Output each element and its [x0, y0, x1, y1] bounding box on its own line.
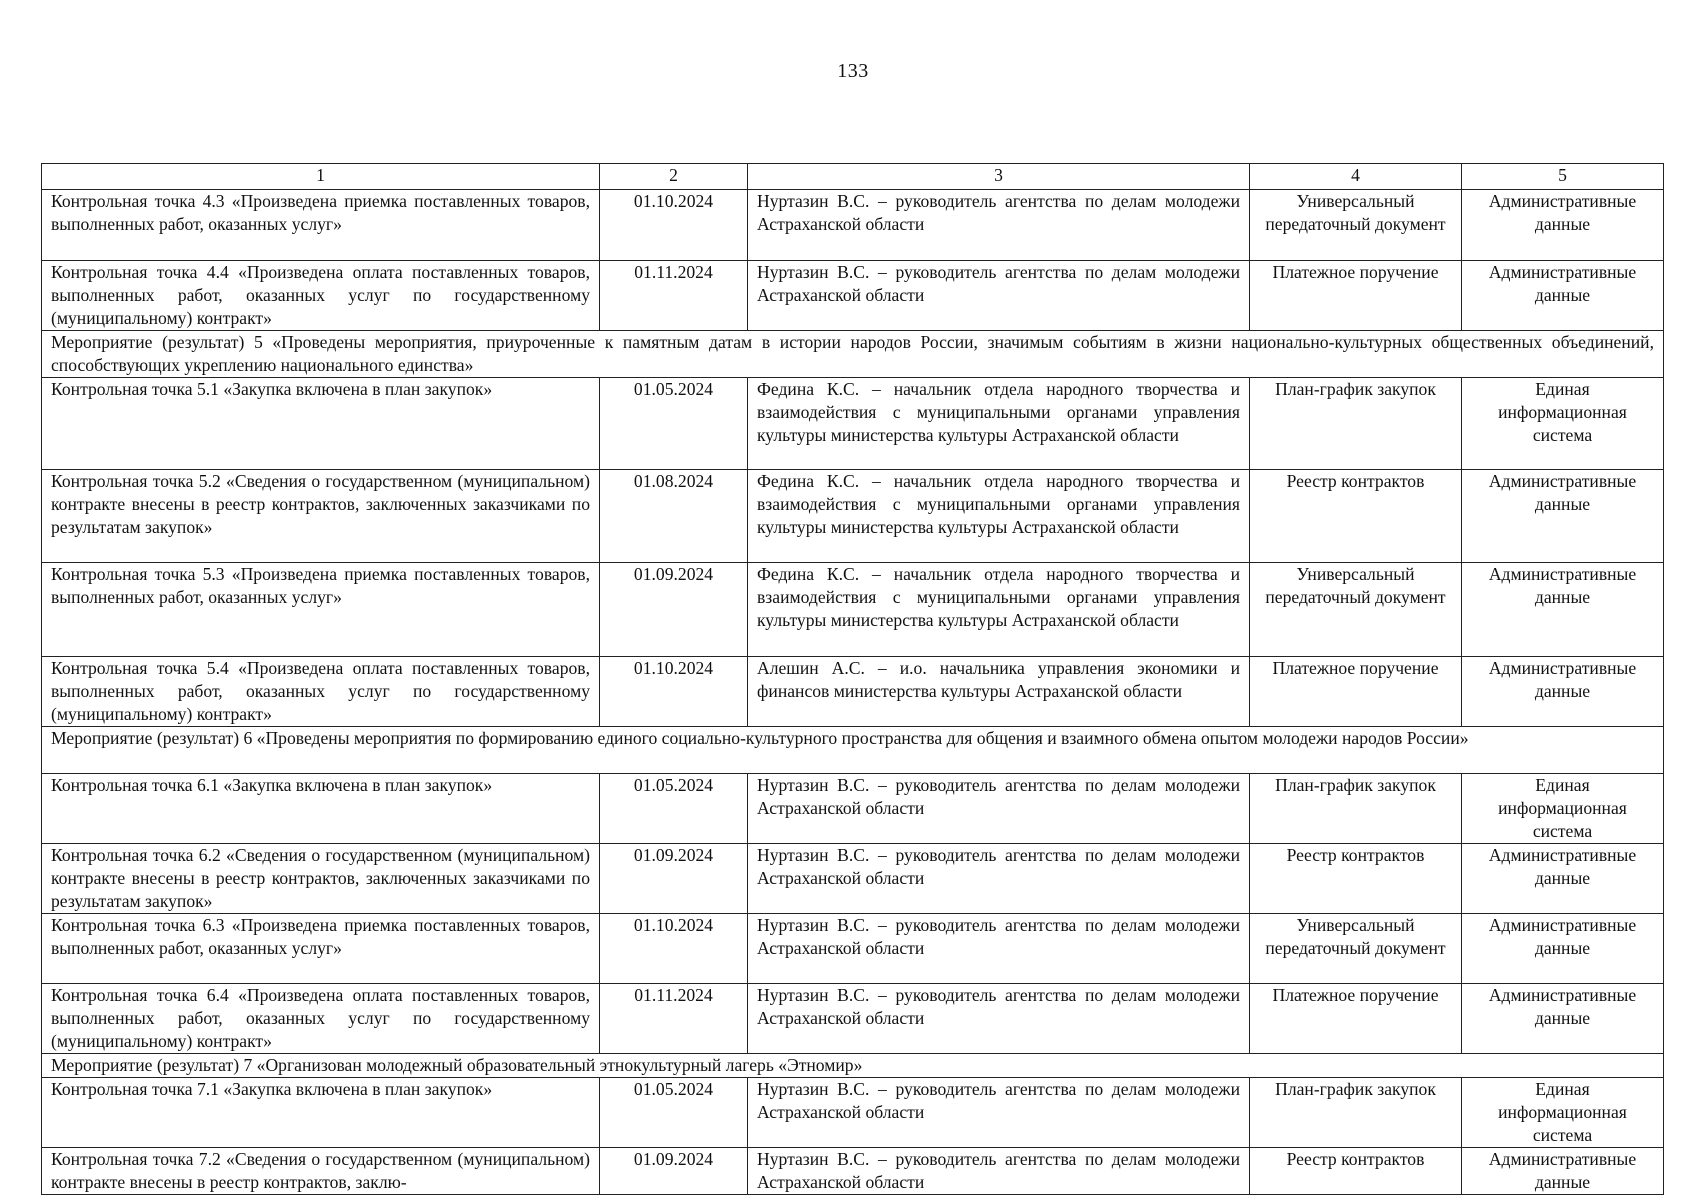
section-title: Мероприятие (результат) 6 «Проведены мероприятия по формированию единого социально-культурного пространства для общения и взаимного обмена опытом молодежи народов России»	[42, 727, 1664, 774]
deadline-cell: 01.05.2024	[600, 1078, 748, 1148]
control-point-cell: Контрольная точка 7.2 «Сведения о государственном (муниципальном) контракте внесены в реестр контрактов, заклю-	[42, 1148, 600, 1195]
information-system-cell: Единая информационная система	[1462, 774, 1664, 844]
table-row	[42, 914, 1664, 984]
column-number-row	[42, 164, 1664, 190]
section-row	[42, 1054, 1664, 1078]
deadline-cell: 01.11.2024	[600, 261, 748, 331]
control-point-cell: Контрольная точка 5.2 «Сведения о государственном (муниципальном) контракте внесены в реестр контрактов, заключенных заказчиками по результатам закупок»	[42, 470, 600, 563]
information-system-cell: Единая информационная система	[1462, 1078, 1664, 1148]
information-system-cell: Административные данные	[1462, 914, 1664, 984]
document-type-cell: Платежное поручение	[1250, 984, 1462, 1054]
deadline-cell: 01.09.2024	[600, 563, 748, 657]
information-system-cell: Административные данные	[1462, 1148, 1664, 1195]
information-system-cell: Административные данные	[1462, 657, 1664, 727]
document-type-cell: План-график закупок	[1250, 774, 1462, 844]
table-row	[42, 563, 1664, 657]
control-point-cell: Контрольная точка 5.1 «Закупка включена в план закупок»	[42, 378, 600, 470]
information-system-cell: Административные данные	[1462, 470, 1664, 563]
control-point-cell: Контрольная точка 4.3 «Произведена приемка поставленных товаров, выполненных работ, оказанных услуг»	[42, 190, 600, 261]
control-point-cell: Контрольная точка 6.4 «Произведена оплата поставленных товаров, выполненных работ, оказанных услуг по государственному (муниципальному) контракт»	[42, 984, 600, 1054]
table-row	[42, 657, 1664, 727]
column-number-3: 3	[748, 164, 1250, 190]
control-point-cell: Контрольная точка 6.1 «Закупка включена в план закупок»	[42, 774, 600, 844]
responsible-cell: Федина К.С. – начальник отдела народного творчества и взаимодействия с муниципальными органами управления культуры министерства культуры Астраханской области	[748, 378, 1250, 470]
responsible-cell: Алешин А.С. – и.о. начальника управления экономики и финансов министерства культуры Астраханской области	[748, 657, 1250, 727]
responsible-cell: Федина К.С. – начальник отдела народного творчества и взаимодействия с муниципальными органами управления культуры министерства культуры Астраханской области	[748, 470, 1250, 563]
information-system-cell: Административные данные	[1462, 844, 1664, 914]
control-point-cell: Контрольная точка 6.3 «Произведена приемка поставленных товаров, выполненных работ, оказанных услуг»	[42, 914, 600, 984]
responsible-cell: Нуртазин В.С. – руководитель агентства по делам молодежи Астраханской области	[748, 190, 1250, 261]
table-row	[42, 190, 1664, 261]
document-type-cell: Реестр контрактов	[1250, 1148, 1462, 1195]
information-system-cell: Административные данные	[1462, 261, 1664, 331]
document-type-cell: План-график закупок	[1250, 378, 1462, 470]
table-row	[42, 378, 1664, 470]
deadline-cell: 01.09.2024	[600, 1148, 748, 1195]
information-system-cell: Единая информационная система	[1462, 378, 1664, 470]
responsible-cell: Нуртазин В.С. – руководитель агентства по делам молодежи Астраханской области	[748, 1148, 1250, 1195]
responsible-cell: Нуртазин В.С. – руководитель агентства по делам молодежи Астраханской области	[748, 1078, 1250, 1148]
section-row	[42, 331, 1664, 378]
column-number-4: 4	[1250, 164, 1462, 190]
control-point-cell: Контрольная точка 5.3 «Произведена приемка поставленных товаров, выполненных работ, оказанных услуг»	[42, 563, 600, 657]
document-type-cell: План-график закупок	[1250, 1078, 1462, 1148]
information-system-cell: Административные данные	[1462, 984, 1664, 1054]
information-system-cell: Административные данные	[1462, 563, 1664, 657]
control-point-cell: Контрольная точка 5.4 «Произведена оплата поставленных товаров, выполненных работ, оказанных услуг по государственному (муниципальному) контракт»	[42, 657, 600, 727]
document-type-cell: Реестр контрактов	[1250, 470, 1462, 563]
deadline-cell: 01.08.2024	[600, 470, 748, 563]
column-number-1: 1	[42, 164, 600, 190]
responsible-cell: Нуртазин В.С. – руководитель агентства по делам молодежи Астраханской области	[748, 914, 1250, 984]
document-type-cell: Платежное поручение	[1250, 657, 1462, 727]
document-type-cell: Платежное поручение	[1250, 261, 1462, 331]
column-number-2: 2	[600, 164, 748, 190]
table-row	[42, 261, 1664, 331]
column-number-5: 5	[1462, 164, 1664, 190]
control-point-cell: Контрольная точка 4.4 «Произведена оплата поставленных товаров, выполненных работ, оказанных услуг по государственному (муниципальному) контракт»	[42, 261, 600, 331]
document-type-cell: Универсальный передаточный документ	[1250, 190, 1462, 261]
responsible-cell: Нуртазин В.С. – руководитель агентства по делам молодежи Астраханской области	[748, 844, 1250, 914]
deadline-cell: 01.10.2024	[600, 914, 748, 984]
deadline-cell: 01.05.2024	[600, 774, 748, 844]
responsible-cell: Нуртазин В.С. – руководитель агентства по делам молодежи Астраханской области	[748, 984, 1250, 1054]
document-type-cell: Реестр контрактов	[1250, 844, 1462, 914]
deadline-cell: 01.05.2024	[600, 378, 748, 470]
section-title: Мероприятие (результат) 5 «Проведены мероприятия, приуроченные к памятным датам в истории народов России, значимым событиям в жизни национально-культурных общественных объединений, способствующих укреплению национального единства»	[42, 331, 1664, 378]
deadline-cell: 01.09.2024	[600, 844, 748, 914]
deadline-cell: 01.11.2024	[600, 984, 748, 1054]
control-point-cell: Контрольная точка 6.2 «Сведения о государственном (муниципальном) контракте внесены в реестр контрактов, заключенных заказчиками по результатам закупок»	[42, 844, 600, 914]
table-row	[42, 470, 1664, 563]
table-body	[42, 164, 1664, 1195]
page-number: 133	[837, 60, 869, 82]
responsible-cell: Федина К.С. – начальник отдела народного творчества и взаимодействия с муниципальными органами управления культуры министерства культуры Астраханской области	[748, 563, 1250, 657]
table-row	[42, 1078, 1664, 1148]
information-system-cell: Административные данные	[1462, 190, 1664, 261]
table-row	[42, 1148, 1664, 1195]
control-points-table	[41, 163, 1664, 1195]
document-type-cell: Универсальный передаточный документ	[1250, 563, 1462, 657]
control-point-cell: Контрольная точка 7.1 «Закупка включена в план закупок»	[42, 1078, 600, 1148]
table-row	[42, 844, 1664, 914]
responsible-cell: Нуртазин В.С. – руководитель агентства по делам молодежи Астраханской области	[748, 261, 1250, 331]
deadline-cell: 01.10.2024	[600, 657, 748, 727]
section-title: Мероприятие (результат) 7 «Организован молодежный образовательный этнокультурный лагерь «Этномир»	[42, 1054, 1664, 1078]
section-row	[42, 727, 1664, 774]
table-row	[42, 774, 1664, 844]
responsible-cell: Нуртазин В.С. – руководитель агентства по делам молодежи Астраханской области	[748, 774, 1250, 844]
document-type-cell: Универсальный передаточный документ	[1250, 914, 1462, 984]
table-row	[42, 984, 1664, 1054]
deadline-cell: 01.10.2024	[600, 190, 748, 261]
